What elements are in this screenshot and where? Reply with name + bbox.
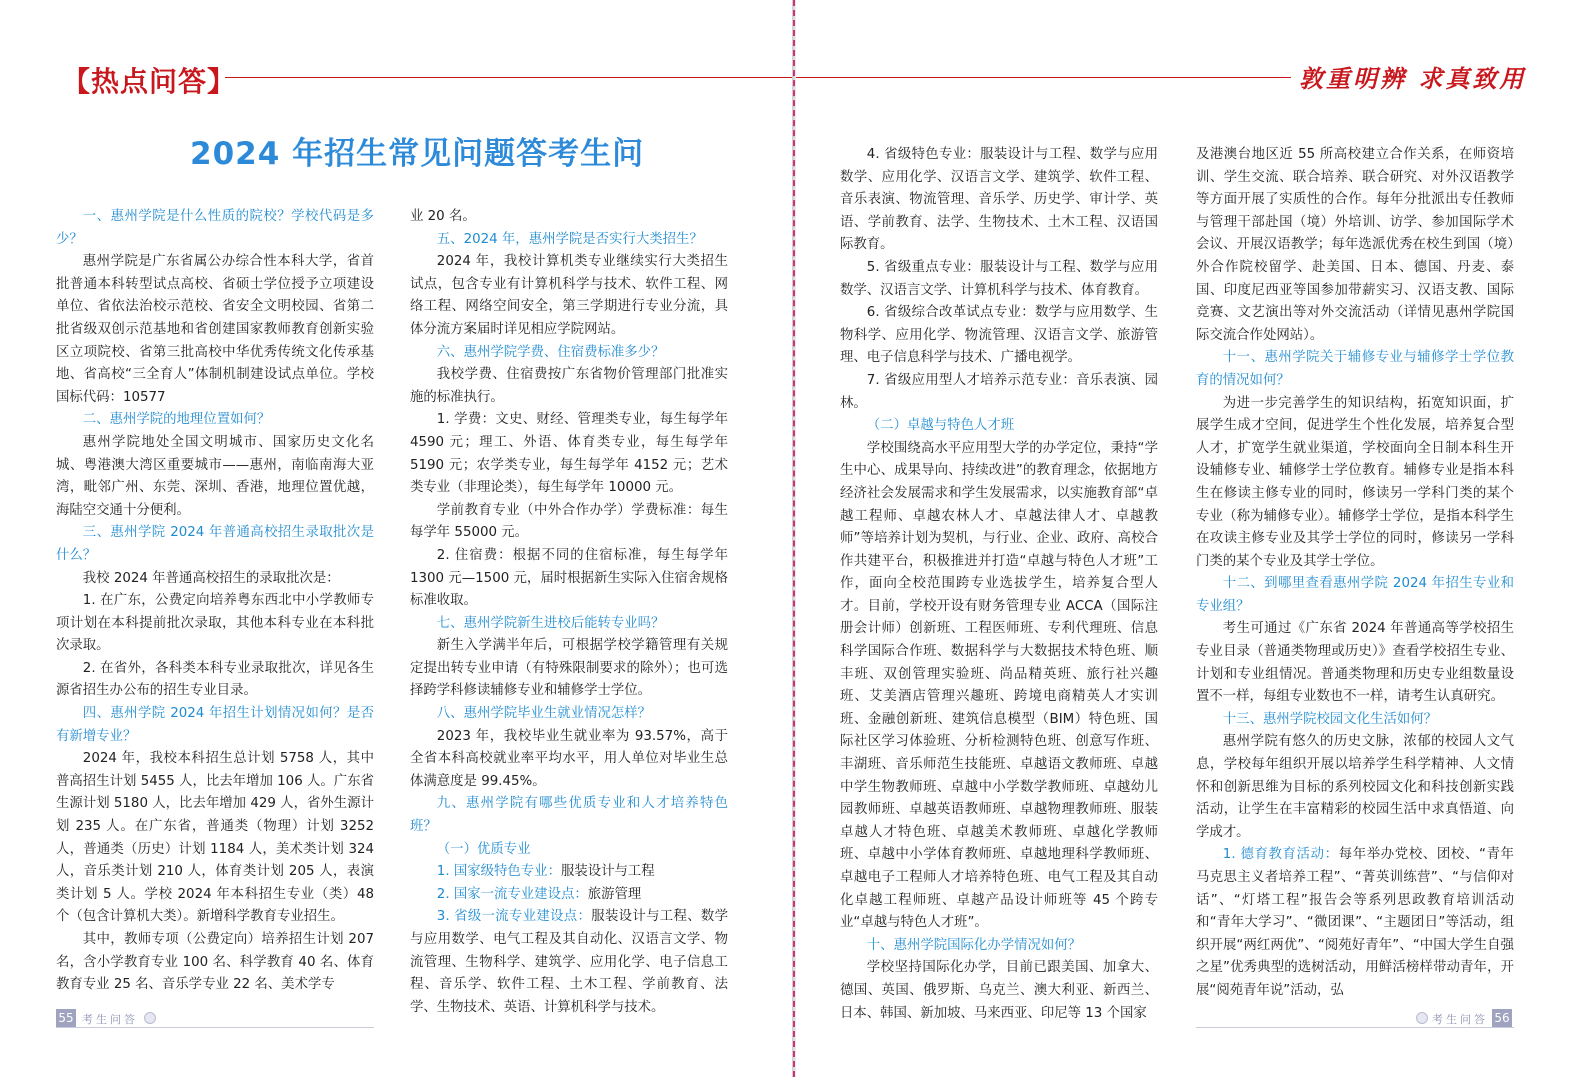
school-motto: 敦重明辨 求真致用 [1299, 64, 1527, 93]
paragraph: 我校学费、住宿费按广东省物价管理部门批准实施的标准执行。 [410, 367, 728, 405]
paragraph: 7. 省级应用型人才培养示范专业：音乐表演、园林。 [840, 372, 1158, 411]
paragraph-body: 服装设计与工程 [560, 864, 655, 880]
header-rule-right [796, 77, 1291, 78]
left-page [0, 0, 793, 1077]
paragraph-label: 1. 德育教育活动： [1222, 847, 1339, 863]
labeled-paragraph [410, 861, 728, 884]
page-number-left: 55 [56, 1009, 76, 1027]
subheading: （一）优质专业 [436, 841, 531, 857]
column-1 [56, 206, 374, 997]
question-heading: 六、惠州学院学费、住宿费标准多少？ [436, 344, 665, 360]
footer-rule-right [1196, 1027, 1514, 1028]
question-heading: 二、惠州学院的地理位置如何？ [82, 412, 271, 428]
paragraph: 惠州学院是广东省属公办综合性本科大学，省首批普通本科转型试点高校、省硕士学位授予立项建设单位、省依法治校示范校、省安全文明校园、省第二批省级双创示范基地和省创建国家教师教育创新实验区立项院校、省第三批高校中华优秀传统文化传承基地、省高校“三全育人”体制机制建设试点单位。学校国标代码：10577 [56, 254, 374, 405]
paragraph: 惠州学院地处全国文明城市、国家历史文化名城、粤港澳大湾区重要城市——惠州，南临南海大亚湾，毗邻广州、东莞、深圳、香港，地理位置优越，海陆空交通十分便利。 [56, 434, 374, 518]
question-heading: 四、惠州学院 2024 年招生计划情况如何？是否有新增专业？ [56, 706, 374, 744]
footer-label-left: 考生问答 [82, 1013, 138, 1026]
paragraph: 其中，教师专项（公费定向）培养招生计划 207 名，含小学教育专业 100 名、科学教育 40 名、体育教育专业 25 名、音乐学专业 22 名、美术学专 [56, 932, 374, 993]
paragraph: 我校 2024 年普通高校招生的录取批次是： [82, 570, 340, 586]
paragraph: 4. 省级特色专业：服装设计与工程、数学与应用数学、应用化学、汉语言文学、建筑学、软件工程、音乐表演、物流管理、音乐学、历史学、审计学、英语、学前教育、法学、生物技术、土木工程、汉语国际教育。 [840, 147, 1158, 253]
question-heading: 十二、到哪里查看惠州学院 2024 年招生专业和专业组？ [1196, 576, 1514, 614]
paragraph: 学校坚持国际化办学，目前已跟美国、加拿大、德国、英国、俄罗斯、乌克兰、澳大利亚、新西兰、日本、韩国、新加坡、马来西亚、印尼等 13 个国家 [840, 960, 1158, 1021]
paragraph: 5. 省级重点专业：服装设计与工程、数学与应用数学、汉语言文学、计算机科学与技术、体育教育。 [840, 259, 1158, 298]
paragraph: 1. 在广东，公费定向培养粤东西北中小学教师专项计划在本科提前批次录取，其他本科专业在本科批次录取。 [56, 593, 374, 654]
paragraph: 1. 学费：文史、财经、管理类专业，每生每学年 4590 元；理工、外语、体育类专业，每生每学年 5190 元；农学类专业，每生每学年 4152 元；艺术类专业（非理论类），每生每学年 10000 元。 [410, 412, 728, 496]
column-2 [410, 206, 728, 1019]
question-heading: 一、惠州学院是什么性质的院校？学校代码是多少？ [56, 209, 374, 247]
paragraph: 学前教育专业（中外合作办学）学费标准：每生每学年 55000 元。 [410, 502, 728, 541]
question-heading: 三、惠州学院 2024 年普通高校招生录取批次是什么？ [56, 525, 374, 563]
footer-label-right: 考生问答 [1432, 1013, 1488, 1026]
paragraph: 考生可通过《广东省 2024 年普通高等学校招生专业目录（普通类物理或历史）》查看学校招生专业、计划和专业组情况。普通类物理和历史专业组数量设置不一样，每组专业数也不一样，请考生认真研究。 [1196, 621, 1514, 705]
labeled-paragraph [410, 884, 728, 907]
paragraph: 学校围绕高水平应用型大学的办学定位，秉持“学生中心、成果导向、持续改进”的教育理念，依据地方经济社会发展需求和学生发展需求，以实施教育部“卓越工程师、卓越农林人才、卓越法律人才、卓越教师”等培养计划为契机，与行业、企业、政府、高校合作共建平台，积极推进并打造“卓越与特色人才班”工作，面向全校范围跨专业选拔学生，培养复合型人才。目前，学校开设有财务管理专业 ACCA（国际注册会计师）创新班、工程医师班、专利代理班、信息科学国际合作班、数据科学与大数据技术特色班、顺丰班、双创管理实验班、尚品精英班、旅行社兴趣班、艾美酒店管理兴趣班、跨境电商精英人才实训班、金融创新班、建筑信息模型（BIM）特色班、国际社区学习体验班、分析检测特色班、创意写作班、丰湖班、音乐师范生技能班、卓越语文教师班、卓越中学生物教师班、卓越中小学数学教师班、卓越幼儿园教师班、卓越英语教师班、卓越物理教师班、服装卓越人才特色班、卓越美术教师班、卓越化学教师班、卓越中小学体育教师班、卓越地理科学教师班、卓越电子工程师人才培养特色班、电气工程及其自动化卓越工程师班、卓越产品设计师班等 45 个跨专业“卓越与特色人才班”。 [840, 440, 1158, 931]
question-heading: 五、2024 年，惠州学院是否实行大类招生？ [436, 231, 703, 247]
labeled-paragraph [1196, 844, 1514, 1002]
paragraph-label: 1. 国家级特色专业： [436, 864, 561, 880]
page-number-right: 56 [1492, 1009, 1512, 1027]
question-heading: 十、惠州学院国际化办学情况如何？ [866, 937, 1082, 953]
paragraph-body: 每年举办党校、团校、“青年马克思主义者培养工程”、“菁英训练营”、“与信仰对话”、“灯塔工程”报告会等系列思政教育培训活动和“青年大学习”、“微团课”、“主题团日”等活动，组织开展“两红两优”、“阅苑好青年”、“中国大学生自强之星”优秀典型的选树活动，用鲜活榜样带动青年，开展“阅苑青年说”活动，弘 [1196, 847, 1514, 998]
column-4 [1196, 144, 1514, 1003]
paragraph: 业 20 名。 [410, 209, 476, 224]
paragraph: 新生入学满半年后，可根据学校学籍管理有关规定提出转专业申请（有特殊限制要求的除外）；也可选择跨学科修读辅修专业和辅修学士学位。 [410, 638, 728, 699]
question-heading: 十三、惠州学院校园文化生活如何？ [1222, 711, 1438, 727]
paragraph: 2. 在省外，各科类本科专业录取批次，详见各生源省招生办公布的招生专业目录。 [56, 660, 374, 699]
paragraph-body: 旅游管理 [587, 886, 642, 902]
footer-rule [56, 1027, 374, 1028]
paragraph: 2. 住宿费：根据不同的住宿标准，每生每学年 1300 元—1500 元，届时根据新生实际入住宿舍规格标准收取。 [410, 547, 728, 609]
footer-ornament-icon-right [1416, 1012, 1428, 1024]
question-heading: 八、惠州学院毕业生就业情况怎样？ [436, 706, 652, 722]
paragraph: 2023 年，我校毕业生就业率为 93.57%，高于全省本科高校就业率平均水平，用人单位对毕业生总体满意度是 99.45%。 [410, 728, 728, 789]
labeled-paragraph [410, 906, 728, 1019]
paragraph-body: 服装设计与工程、数学与应用数学、电气工程及其自动化、汉语言文学、物流管理、生物科学、建筑学、应用化学、电子信息工程、音乐学、软件工程、土木工程、学前教育、法学、生物技术、英语、计算机科学与技术。 [410, 909, 728, 1015]
right-page [796, 0, 1587, 1077]
section-title: 【热点问答】 [62, 65, 237, 98]
column-3 [840, 144, 1158, 1025]
question-heading: 七、惠州学院新生进校后能转专业吗？ [436, 615, 665, 631]
paragraph: 2024 年，我校计算机类专业继续实行大类招生试点，包含专业有计算机科学与技术、软件工程、网络工程、网络空间安全，第三学期进行专业分流，具体分流方案届时详见相应学院网站。 [410, 254, 728, 337]
question-heading: 九、惠州学院有哪些优质专业和人才培养特色班？ [410, 796, 728, 835]
paragraph-label: 2. 国家一流专业建设点： [436, 886, 588, 902]
paragraph: 及港澳台地区近 55 所高校建立合作关系，在师资培训、学生交流、联合培养、联合研究、对外汉语教学等方面开展了实质性的合作。每年分批派出专任教师与管理干部赴国（境）外培训、访学、参加国际学术会议、开展汉语教学；每年选派优秀在校生到国（境）外合作院校留学、赴美国、日本、德国、丹麦、泰国、印度尼西亚等国参加带薪实习、汉语支教、国际竞赛、文艺演出等对外交流活动（详情见惠州学院国际交流合作处网站）。 [1196, 147, 1514, 343]
paragraph-label: 3. 省级一流专业建设点： [436, 909, 592, 925]
article-title: 2024 年招生常见问题答考生问 [190, 136, 645, 172]
subheading: （二）卓越与特色人才班 [866, 418, 1015, 434]
header-rule [225, 77, 793, 78]
paragraph: 6. 省级综合改革试点专业：数学与应用数学、生物科学、应用化学、物流管理、汉语言文学、旅游管理、电子信息科学与技术、广播电视学。 [840, 305, 1158, 366]
footer-ornament-icon [144, 1012, 156, 1024]
paragraph: 为进一步完善学生的知识结构，拓宽知识面，扩展学生成才空间，促进学生个性化发展，培养复合型人才，扩宽学生就业渠道，学校面向全日制本科生开设辅修专业、辅修学士学位教育。辅修专业是指本科生在修读主修专业的同时，修读另一学科门类的某个专业（称为辅修专业）。辅修学士学位，是指本科学生在攻读主修专业及其学士学位的同时，修读另一学科门类的某个专业及其学士学位。 [1196, 395, 1514, 569]
paragraph: 2024 年，我校本科招生总计划 5758 人，其中普高招生计划 5455 人，比去年增加 106 人。广东省生源计划 5180 人，比去年增加 429 人，省外生源计划 235 人。在广东省，普通类（物理）计划 3252 人，普通类（历史）计划 1184 人，美术类计划 324 人，音乐类计划 210 人，体育类计划 205 人，表演类计划 5 人。学校 2024 年本科招生专业（类）48 个（包含计算机大类）。新增科学教育专业招生。 [56, 751, 374, 925]
spine-stitch [793, 0, 795, 1077]
paragraph: 惠州学院有悠久的历史文脉，浓郁的校园人文气息，学校每年组织开展以培养学生科学精神、人文情怀和创新思维为目标的系列校园文化和科技创新实践活动，让学生在丰富精彩的校园生活中求真悟道、向学成才。 [1196, 734, 1514, 840]
question-heading: 十一、惠州学院关于辅修专业与辅修学士学位教育的情况如何？ [1196, 350, 1514, 388]
